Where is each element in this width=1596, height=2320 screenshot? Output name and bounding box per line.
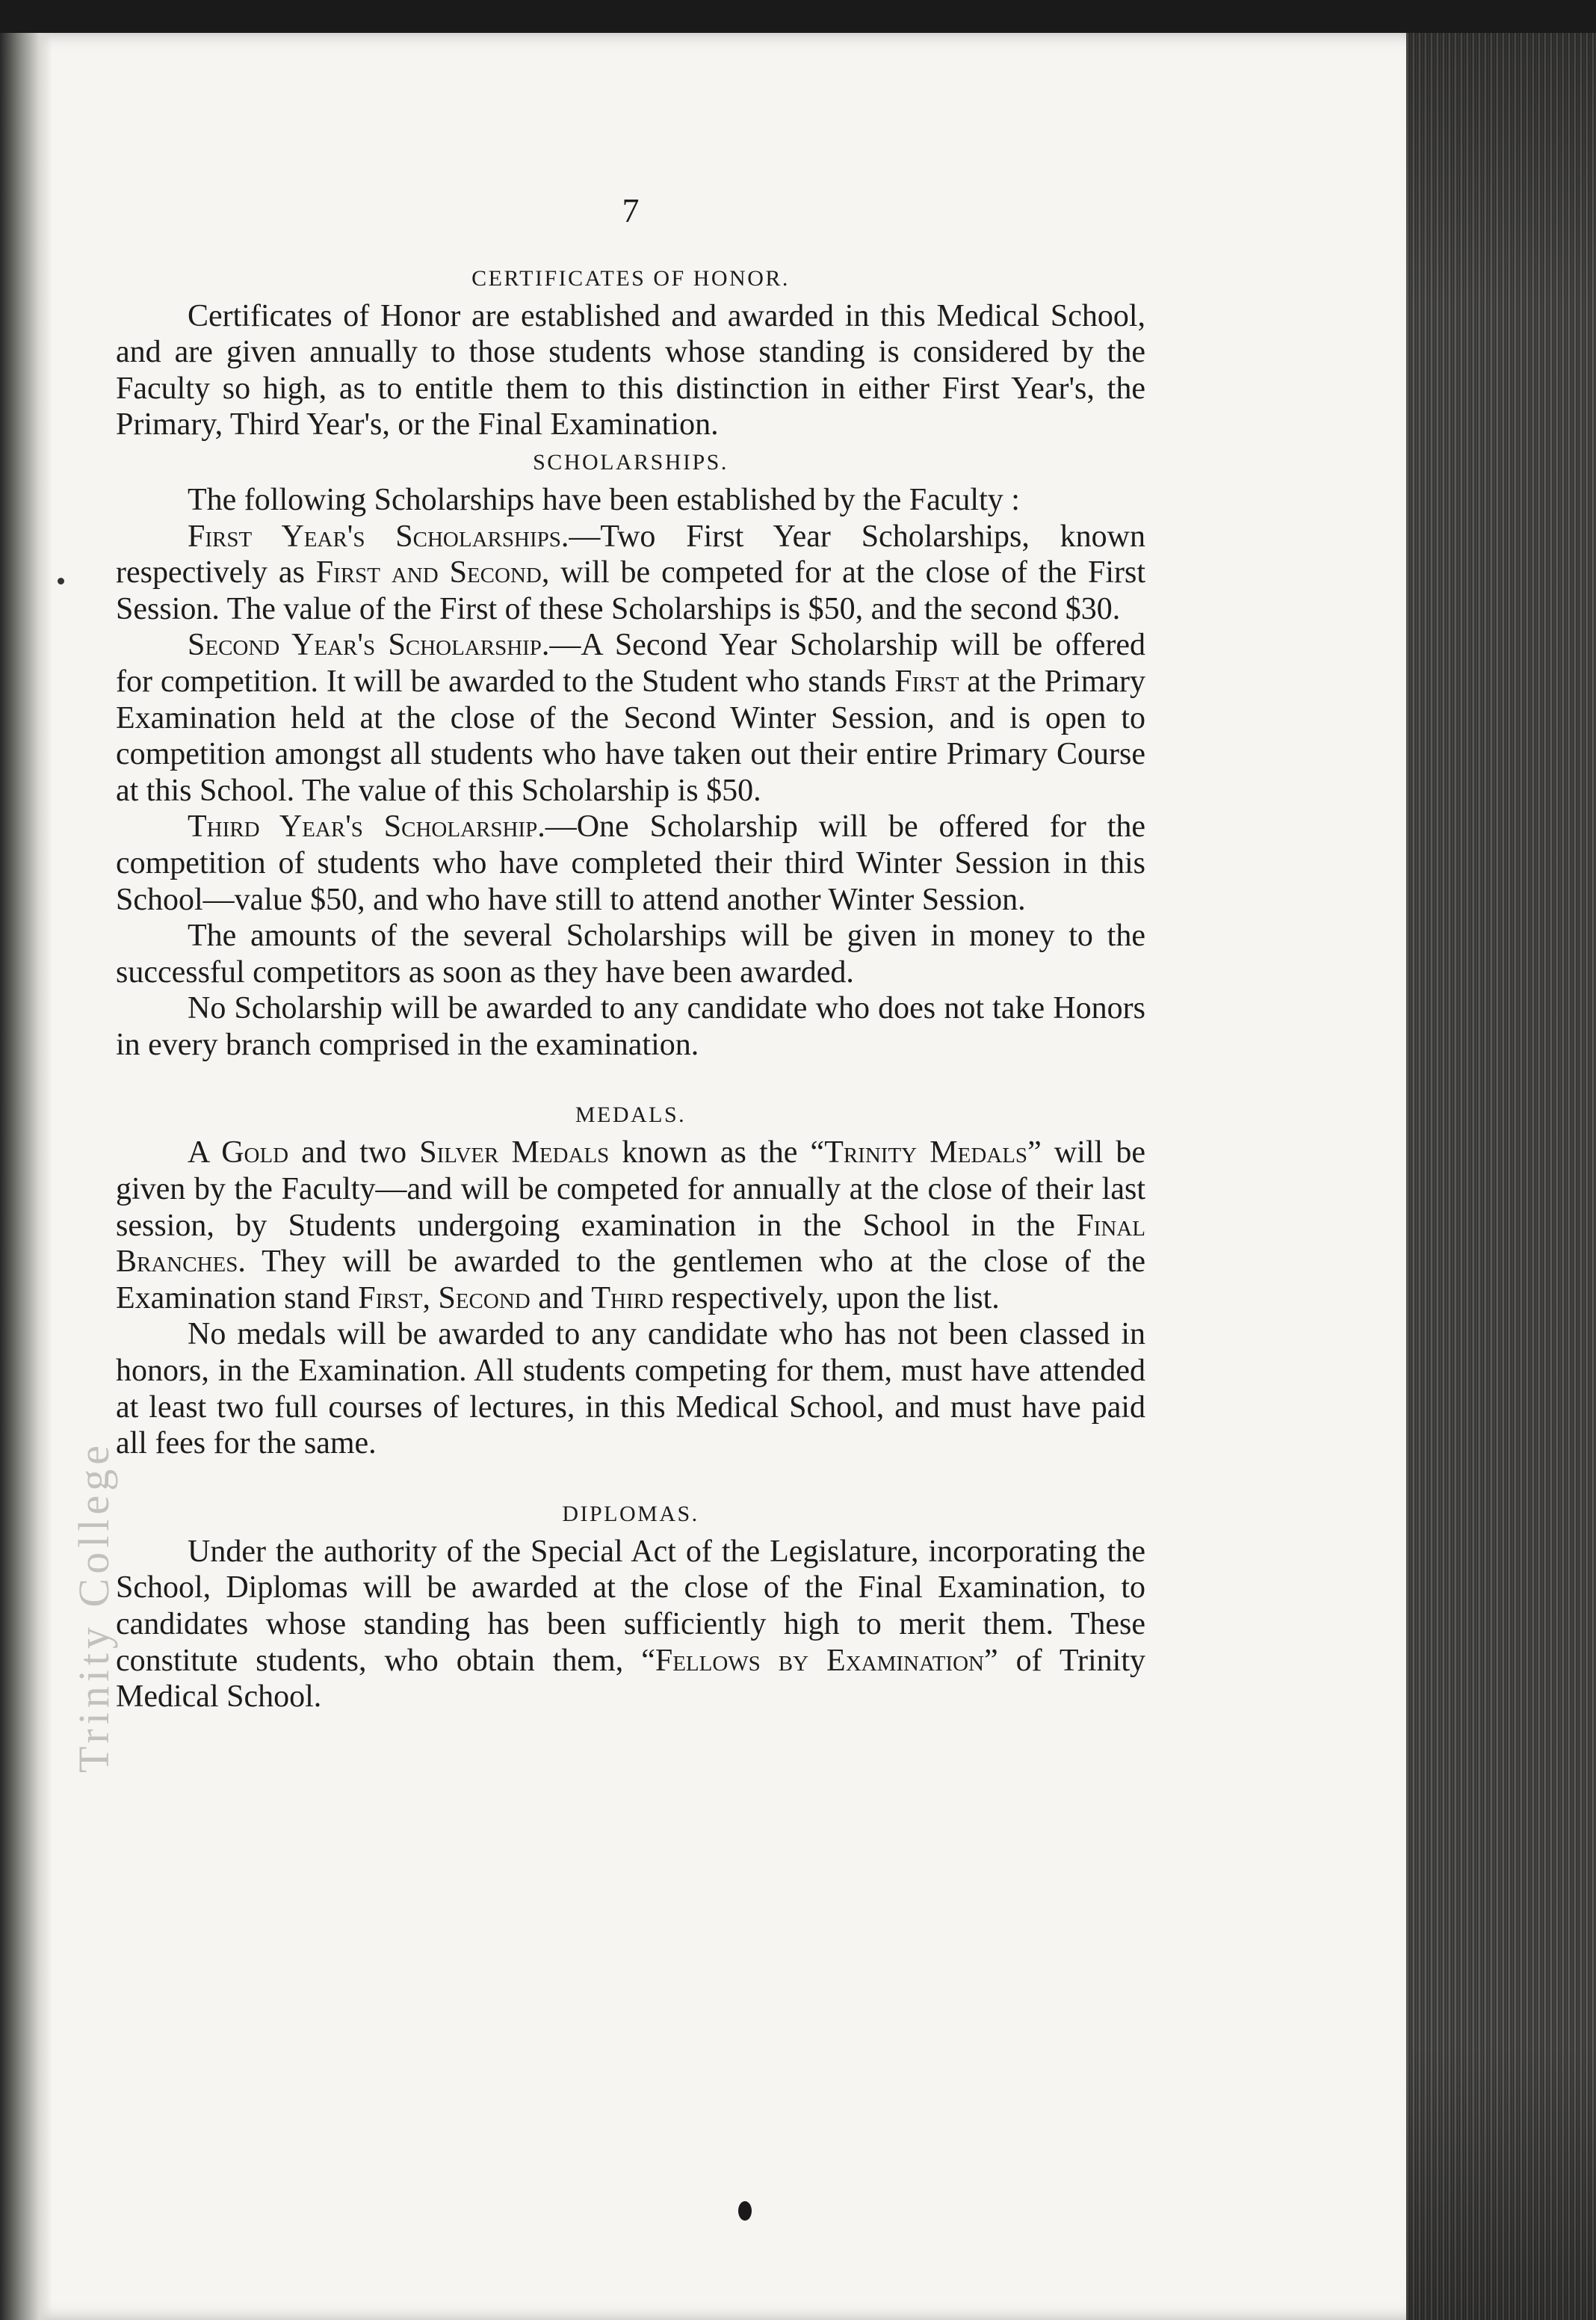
medals-text-b: and two [288, 1135, 420, 1170]
paragraph-second-year-scholarship [116, 627, 1145, 809]
medals-trinity: Trinity Medals [824, 1135, 1028, 1170]
first-year-text-1: —Two First Year Scholarships, known respectively as [116, 519, 1145, 590]
medals-gold: Gold [221, 1135, 289, 1170]
first-year-emphasis: First and Second [315, 555, 542, 590]
heading-medals: MEDALS. [575, 1102, 687, 1128]
medals-text-f: , [422, 1280, 439, 1315]
text-column [116, 193, 1145, 1715]
second-year-text-1: —A Second Year Scholarship will be offered for competition. It will be awarded to the Student who stands [116, 628, 1145, 699]
paragraph-third-year-scholarship [116, 809, 1145, 918]
medals-silver: Silver Medals [419, 1135, 610, 1170]
third-year-title: Third Year's Scholarship. [188, 809, 545, 845]
margin-mark [58, 578, 64, 584]
second-year-text-2: at the Primary Examination held at the close of the Second Winter Session, and is open to competition amongst all students who have taken out their entire Primary Course at this School. The value of this Scholarship is $50. [116, 664, 1145, 808]
library-stamp: Trinity College [69, 1441, 118, 1773]
paragraph-certificates: Certificates of Honor are established and awarded in this Medical School, and are given annually to those students whose standing is considered by the Faculty so high, as to entitle them to this distinction in either First Year's, the Primary, Third Year's, or the Final Examination. [116, 298, 1145, 442]
diplomas-text-1: Under the authority of the Special Act of the Legislature, incorporating the School, Diplomas will be awarded at the close of the Final Examination, to candidates whose standing has been sufficiently high to merit them. These constitute students, who obtain them, “ [116, 1534, 1145, 1678]
book-page-edges [1406, 33, 1596, 2320]
paragraph-medals-award [116, 1135, 1145, 1316]
medals-final-branches: Final Branches [116, 1208, 1145, 1280]
medals-text-e: . They will be awarded to the gentlemen who at the close of the Examination stand [116, 1244, 1145, 1315]
first-year-title: First Year's Scholarships. [188, 519, 569, 554]
first-year-text-2: , will be competed for at the close of the First Session. The value of the First of these Scholarships is $50, and the second $30. [116, 555, 1146, 626]
second-year-title: Second Year's Scholarship. [188, 628, 550, 663]
paragraph-medals-rules: No medals will be awarded to any candidate who has not been classed in honors, in the Examination. All students competing for them, must have attended at least two full courses of lectures, in this Medical School, and must have paid all fees for the same. [116, 1317, 1145, 1461]
third-year-text: —One Scholarship will be offered for the competition of students who have completed their third Winter Session in this School—value $50, and who have still to attend another Winter Session. [116, 809, 1146, 917]
second-year-emphasis: First [894, 664, 959, 699]
paragraph-scholarships-intro: The following Scholarships have been established by the Faculty : [188, 482, 1020, 517]
medals-text-g: and [530, 1280, 592, 1315]
diplomas-fellows: Fellows by Examination [655, 1643, 984, 1678]
diplomas-text-2: ” of Trinity Medical School. [116, 1643, 1145, 1715]
paragraph-diplomas [116, 1534, 1145, 1715]
paragraph-scholarship-money: The amounts of the several Scholarships will be given in money to the successful competitors as soon as they have been awarded. [116, 919, 1145, 990]
ink-dot [738, 2201, 752, 2221]
page-gutter-shadow [0, 33, 52, 2320]
heading-scholarships: SCHOLARSHIPS. [533, 449, 729, 475]
medals-text-c: known as the “ [609, 1135, 825, 1170]
paragraph-first-year-scholarships [116, 519, 1145, 628]
medals-second: Second [438, 1280, 531, 1315]
page-number: 7 [622, 191, 640, 229]
medals-first: First [358, 1280, 423, 1315]
medals-text-a: A [188, 1135, 222, 1170]
heading-certificates: CERTIFICATES OF HONOR. [471, 265, 790, 291]
heading-diplomas: DIPLOMAS. [562, 1501, 699, 1526]
paragraph-scholarship-honors: No Scholarship will be awarded to any candidate who does not take Honors in every branch comprised in the examination. [116, 991, 1145, 1062]
scan-top-border [0, 0, 1596, 37]
medals-text-h: respectively, upon the list. [663, 1280, 1000, 1315]
medals-third: Third [591, 1280, 664, 1315]
medals-text-d: ” will be given by the Faculty—and will be competed for annually at the close of their last session, by Students undergoing examination in the School in the [116, 1135, 1146, 1243]
